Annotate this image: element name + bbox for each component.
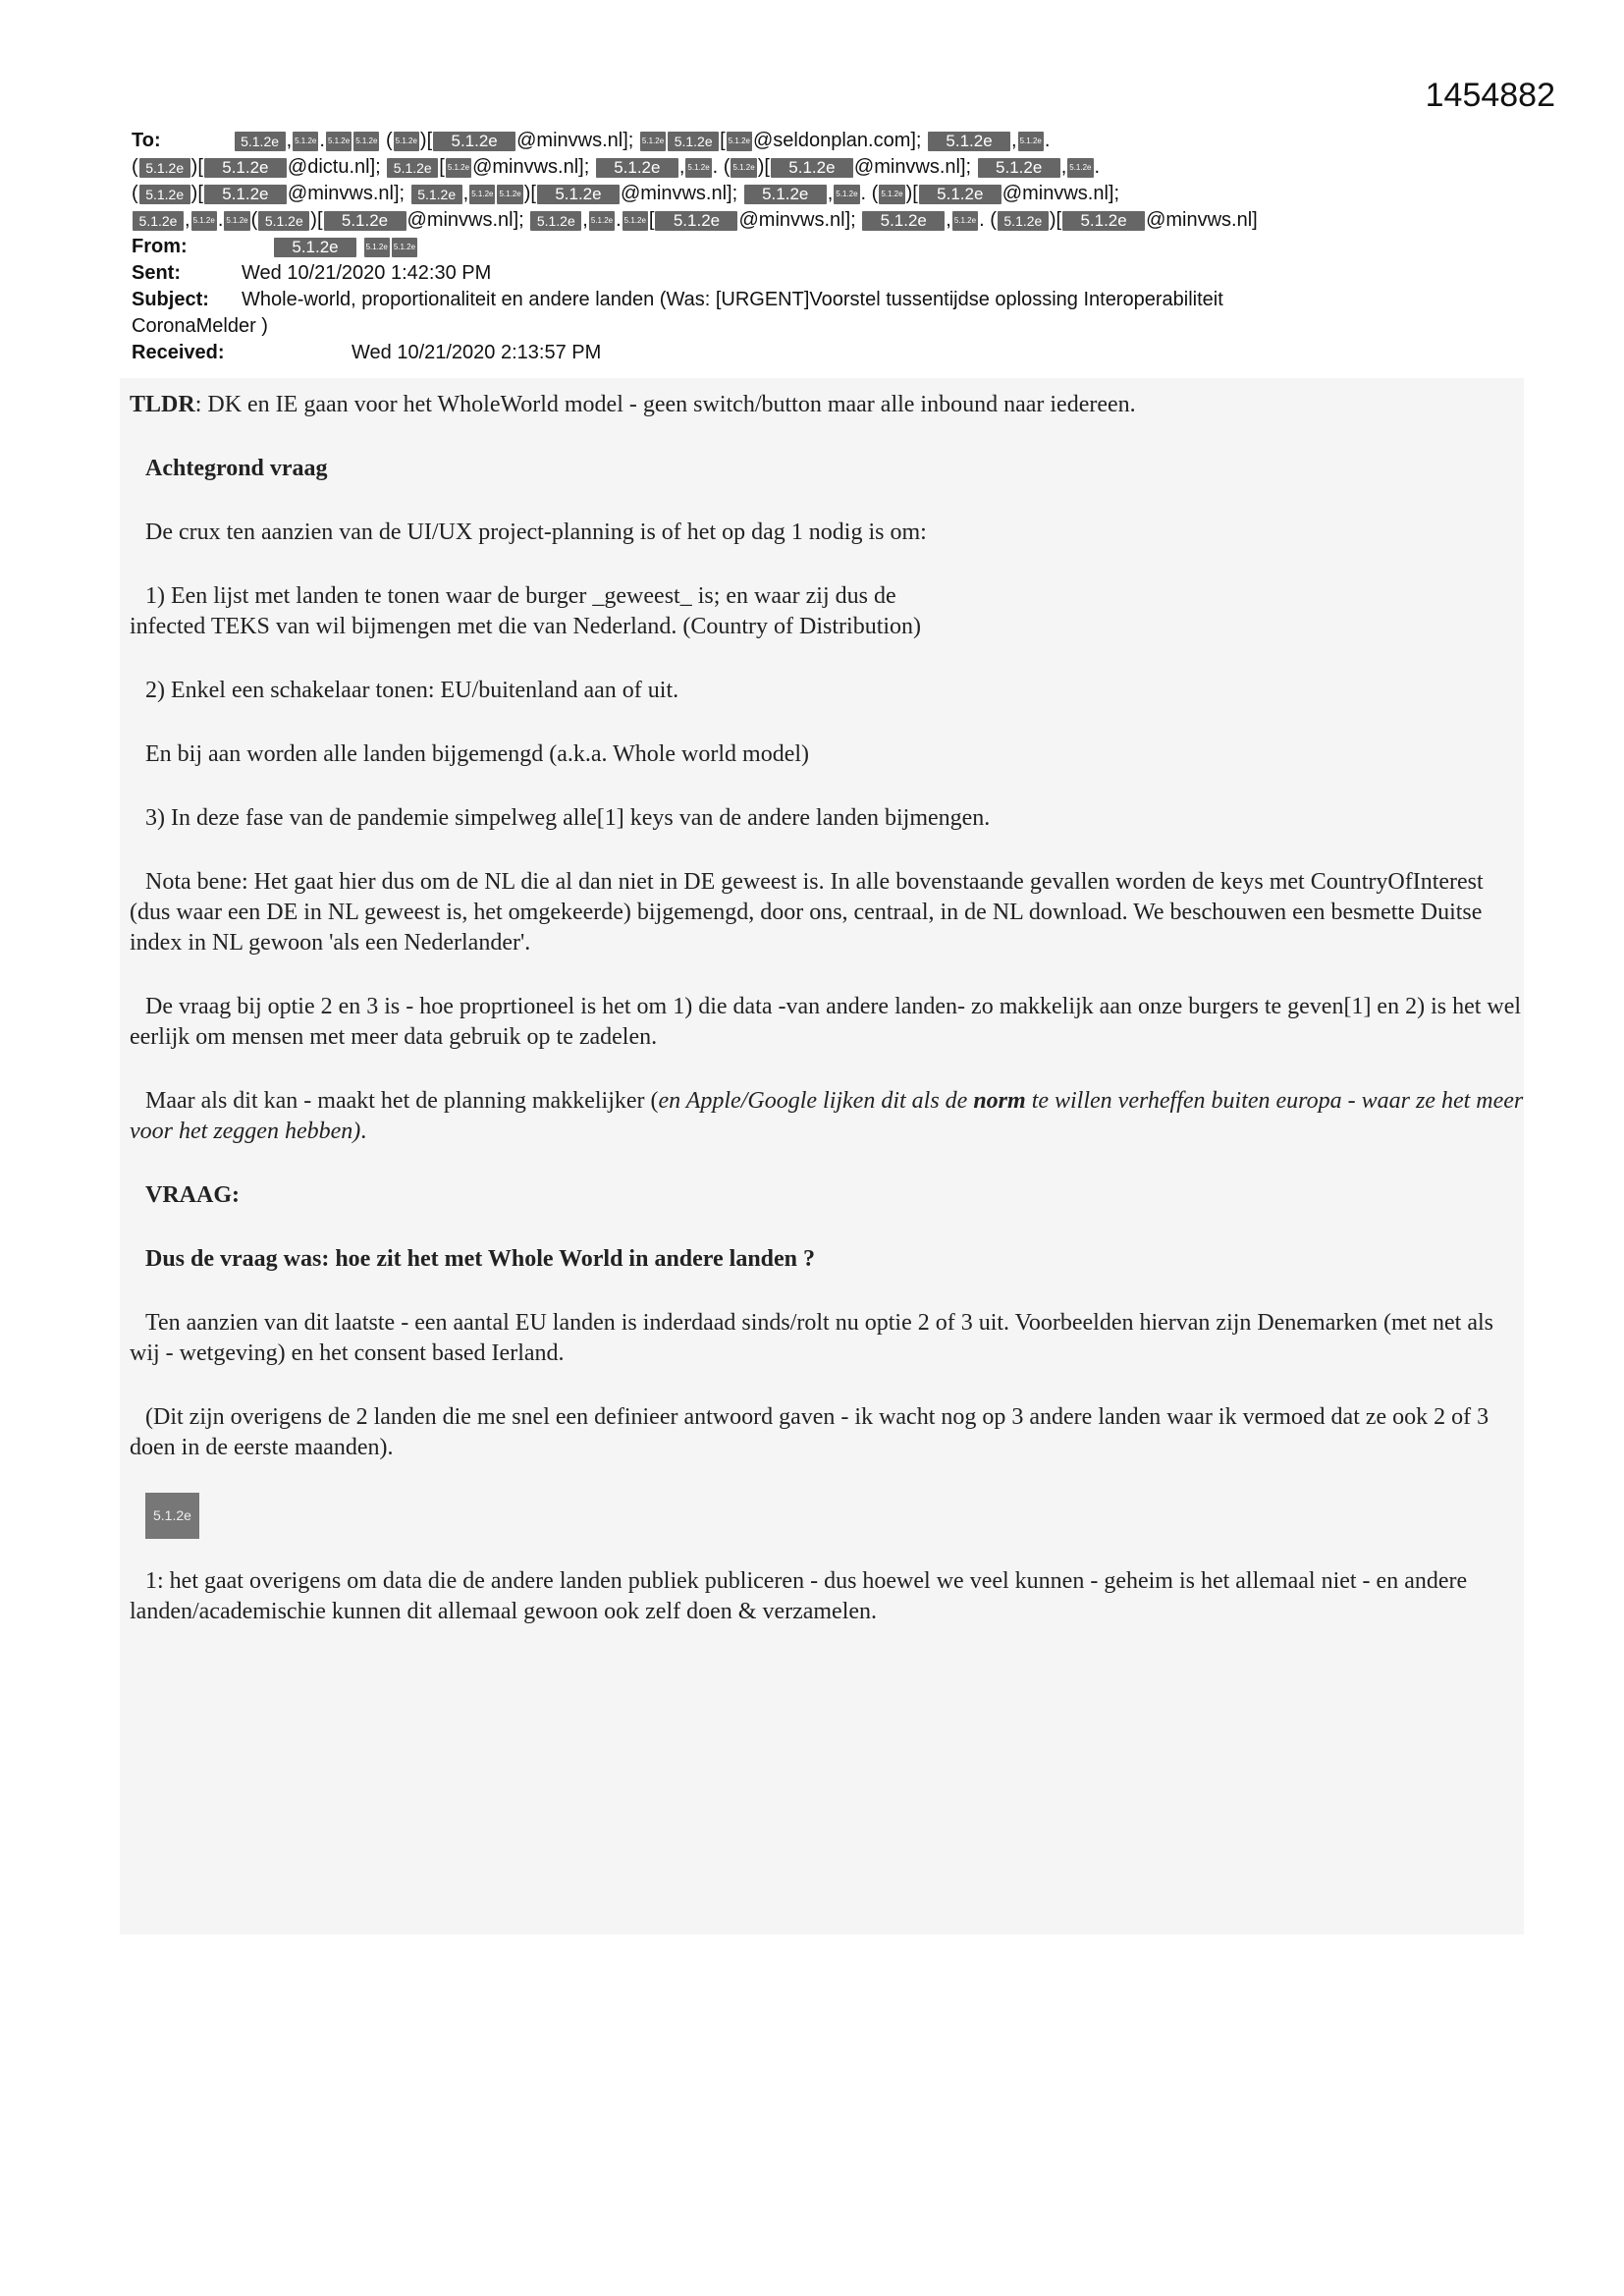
redaction: 5.1.2e [387, 158, 438, 178]
redaction: 5.1.2e [879, 185, 904, 204]
redaction: 5.1.2e [668, 132, 719, 151]
redaction: 5.1.2e [364, 238, 390, 257]
redaction: 5.1.2e [133, 211, 184, 231]
redaction: 5.1.2e [731, 158, 756, 178]
from-label: From: [132, 236, 188, 257]
received-label: Received: [132, 342, 225, 363]
subject-value: Whole-world, proportionaliteit en andere landen (Was: [URGENT]Voorstel tussentijdse oplossing Interoperabiliteit [242, 289, 1223, 310]
tldr-label: TLDR [130, 392, 195, 417]
paragraph-option-2-detail: En bij aan worden alle landen bijgemengd (a.k.a. Whole world model) [145, 741, 810, 767]
redaction: 5.1.2e [596, 158, 678, 178]
redaction: 5.1.2e [998, 211, 1049, 231]
redaction: 5.1.2e [353, 132, 379, 151]
paragraph-option-2: 2) Enkel een schakelaar tonen: EU/buitenland aan of uit. [145, 678, 679, 703]
email-domain: @minvws.nl]; [620, 183, 738, 204]
paragraph-vraag-optie: De vraag bij optie 2 en 3 is - hoe proprtioneel is het om 1) die data -van andere landen- zo makkelijk aan onze burgers te geven[1] en 2) is het wel eerlijk om mensen met meer data gebruik op te zadelen. [130, 994, 1522, 1050]
subject-row [132, 287, 1545, 313]
redaction: 5.1.2e [326, 132, 352, 151]
email-domain: @minvws.nl]; [738, 209, 856, 231]
redaction: 5.1.2e [446, 158, 471, 178]
received-row [132, 340, 1545, 366]
sent-value: Wed 10/21/2020 1:42:30 PM [242, 262, 492, 284]
redaction: 5.1.2e [469, 185, 495, 204]
email-domain: @minvws.nl] [1146, 209, 1258, 231]
option-1-line2: infected TEKS van wil bijmengen met die van Nederland. (Country of Distribution) [130, 614, 922, 639]
maar-italic-2: te willen verheffen buiten europa - waar ze het meer voor het zeggen hebben) [130, 1088, 1524, 1144]
redaction: 5.1.2e [204, 158, 287, 178]
redaction: 5.1.2e [392, 238, 417, 257]
sent-row [132, 260, 1545, 287]
email-domain: @minvws.nl]; [472, 156, 590, 178]
to-row: ( 5.1.2e )[ 5.1.2e @minvws.nl]; 5.1.2e , 5.1.2e 5.1.2e )[ 5.1.2e @minvws.nl]; 5.1.2e , 5.1.2e . ( 5.1.2e )[ 5.1.2e @minvws.nl]; [132, 183, 1120, 204]
maar-text: Maar als dit kan - maakt het de planning makkelijker ( [145, 1088, 659, 1114]
redaction: 5.1.2e [978, 158, 1060, 178]
redaction: 5.1.2e [1018, 132, 1044, 151]
redaction: 5.1.2e [862, 211, 945, 231]
email-domain: @minvws.nl]; [516, 130, 634, 151]
email-domain: @minvws.nl]; [406, 209, 524, 231]
redaction: 5.1.2e [497, 185, 522, 204]
redaction: 5.1.2e [411, 185, 462, 204]
redaction: 5.1.2e [1067, 158, 1093, 178]
paragraph-ten-aanzien: Ten aanzien van dit laatste - een aantal EU landen is inderdaad sinds/rolt nu optie 2 of 3 uit. Voorbeelden hiervan zijn Denemarken (met net als wij - wetgeving) en het consent based Ierland. [130, 1310, 1493, 1366]
redaction: 5.1.2e [324, 211, 406, 231]
redaction: 5.1.2e [1062, 211, 1145, 231]
received-value: Wed 10/21/2020 2:13:57 PM [352, 342, 602, 363]
redaction: 5.1.2e [433, 132, 515, 151]
email-domain: @seldonplan.com]; [752, 130, 922, 151]
redaction: 5.1.2e [928, 132, 1010, 151]
subject-row-continued [132, 313, 1545, 340]
to-row: ( 5.1.2e )[ 5.1.2e @dictu.nl]; 5.1.2e [ 5.1.2e @minvws.nl]; 5.1.2e , 5.1.2e . ( 5.1.2e )[ 5.1.2e @minvws.nl]; 5.1.2e , 5.1.2e . [132, 156, 1101, 178]
maar-bold: norm [973, 1088, 1026, 1114]
email-domain: @minvws.nl]; [853, 156, 972, 178]
to-row: To: 5.1.2e , 5.1.2e . 5.1.2e 5.1.2e ( 5.1.2e )[ 5.1.2e @minvws.nl]; 5.1.2e 5.1.2e [ 5.1.2e @seldonplan.com]; 5.1.2e , 5.1.2e . [132, 128, 1545, 154]
maar-end: . [360, 1119, 367, 1144]
redaction: 5.1.2e [394, 132, 419, 151]
tldr-paragraph [130, 390, 1524, 420]
from-row [132, 234, 1545, 260]
redaction: 5.1.2e [834, 185, 859, 204]
redaction: 5.1.2e [655, 211, 737, 231]
option-1-line1: 1) Een lijst met landen te tonen waar de burger _geweest_ is; en waar zij dus de [145, 583, 896, 609]
redaction: 5.1.2e [293, 132, 318, 151]
signature-redaction-wrapper [130, 1493, 1524, 1539]
redaction: 5.1.2e [727, 132, 752, 151]
email-domain: @minvws.nl]; [1001, 183, 1120, 204]
paragraph-option-1 [130, 581, 1524, 642]
redaction: 5.1.2e [235, 132, 286, 151]
paragraph-option-3: 3) In deze fase van de pandemie simpelweg alle[1] keys van de andere landen bijmengen. [145, 805, 991, 831]
heading-background: Achtegrond vraag [145, 456, 328, 481]
message-body [130, 390, 1524, 1661]
redaction: 5.1.2e [952, 211, 978, 231]
maar-italic-1: en Apple/Google lijken dit als de [658, 1088, 974, 1114]
to-row: 5.1.2e , 5.1.2e . 5.1.2e ( 5.1.2e )[ 5.1.2e @minvws.nl]; 5.1.2e , 5.1.2e . 5.1.2e [ 5.1.2e @minvws.nl]; 5.1.2e , 5.1.2e . ( 5.1.2e )[ 5.1.2e @minvws.nl] [132, 207, 1545, 234]
tldr-text: : DK en IE gaan voor het WholeWorld model - geen switch/button maar alle inbound naar iedereen. [194, 392, 1136, 417]
paragraph-nota-bene: Nota bene: Het gaat hier dus om de NL die al dan niet in DE geweest is. In alle bovenstaande gevallen worden de keys met CountryOfInterest (dus waar een DE in NL geweest is, het omgekeerde) bijgemengd, door ons, centraal, in de NL download. We beschouwen een besmette Duitse index in NL gewoon 'als een Nederlander'. [130, 869, 1484, 956]
redaction: 5.1.2e [685, 158, 711, 178]
document-number: 1454882 [1425, 77, 1555, 114]
heading-vraag: VRAAG: [145, 1182, 240, 1208]
email-domain: @minvws.nl]; [287, 183, 406, 204]
redaction: 5.1.2e [139, 185, 190, 204]
redaction: 5.1.2e [258, 211, 309, 231]
paragraph-dit-zijn: (Dit zijn overigens de 2 landen die me snel een definieer antwoord gaven - ik wacht nog op 3 andere landen waar ik vermoed dat ze ook 2 of 3 doen in de eerste maanden). [130, 1404, 1489, 1460]
paragraph-footnote: 1: het gaat overigens om data die de andere landen publiek publiceren - dus hoewel we veel kunnen - geheim is het allemaal niet - en andere landen/academischie kunnen dit allemaal gewoon ook zelf doen & verzamelen. [130, 1568, 1468, 1624]
subject-value-continued: CoronaMelder ) [132, 315, 268, 337]
email-header [132, 128, 1545, 366]
redaction: 5.1.2e [530, 211, 581, 231]
redaction: 5.1.2e [537, 185, 620, 204]
redaction: 5.1.2e [640, 132, 666, 151]
redaction: 5.1.2e [274, 238, 356, 257]
to-label: To: [132, 130, 161, 151]
heading-dus: Dus de vraag was: hoe zit het met Whole World in andere landen ? [145, 1246, 816, 1272]
redaction: 5.1.2e [919, 185, 1001, 204]
redaction: 5.1.2e [771, 158, 853, 178]
subject-label: Subject: [132, 289, 209, 310]
signature-redaction: 5.1.2e [145, 1493, 199, 1539]
redaction: 5.1.2e [139, 158, 190, 178]
redaction: 5.1.2e [744, 185, 827, 204]
redaction: 5.1.2e [191, 211, 217, 231]
redaction: 5.1.2e [224, 211, 249, 231]
paragraph-maar [130, 1086, 1524, 1147]
redaction: 5.1.2e [204, 185, 287, 204]
email-domain: @dictu.nl]; [287, 156, 381, 178]
redaction: 5.1.2e [623, 211, 648, 231]
sent-label: Sent: [132, 262, 181, 284]
redaction: 5.1.2e [589, 211, 615, 231]
paragraph-crux: De crux ten aanzien van de UI/UX project-planning is of het op dag 1 nodig is om: [145, 519, 927, 545]
